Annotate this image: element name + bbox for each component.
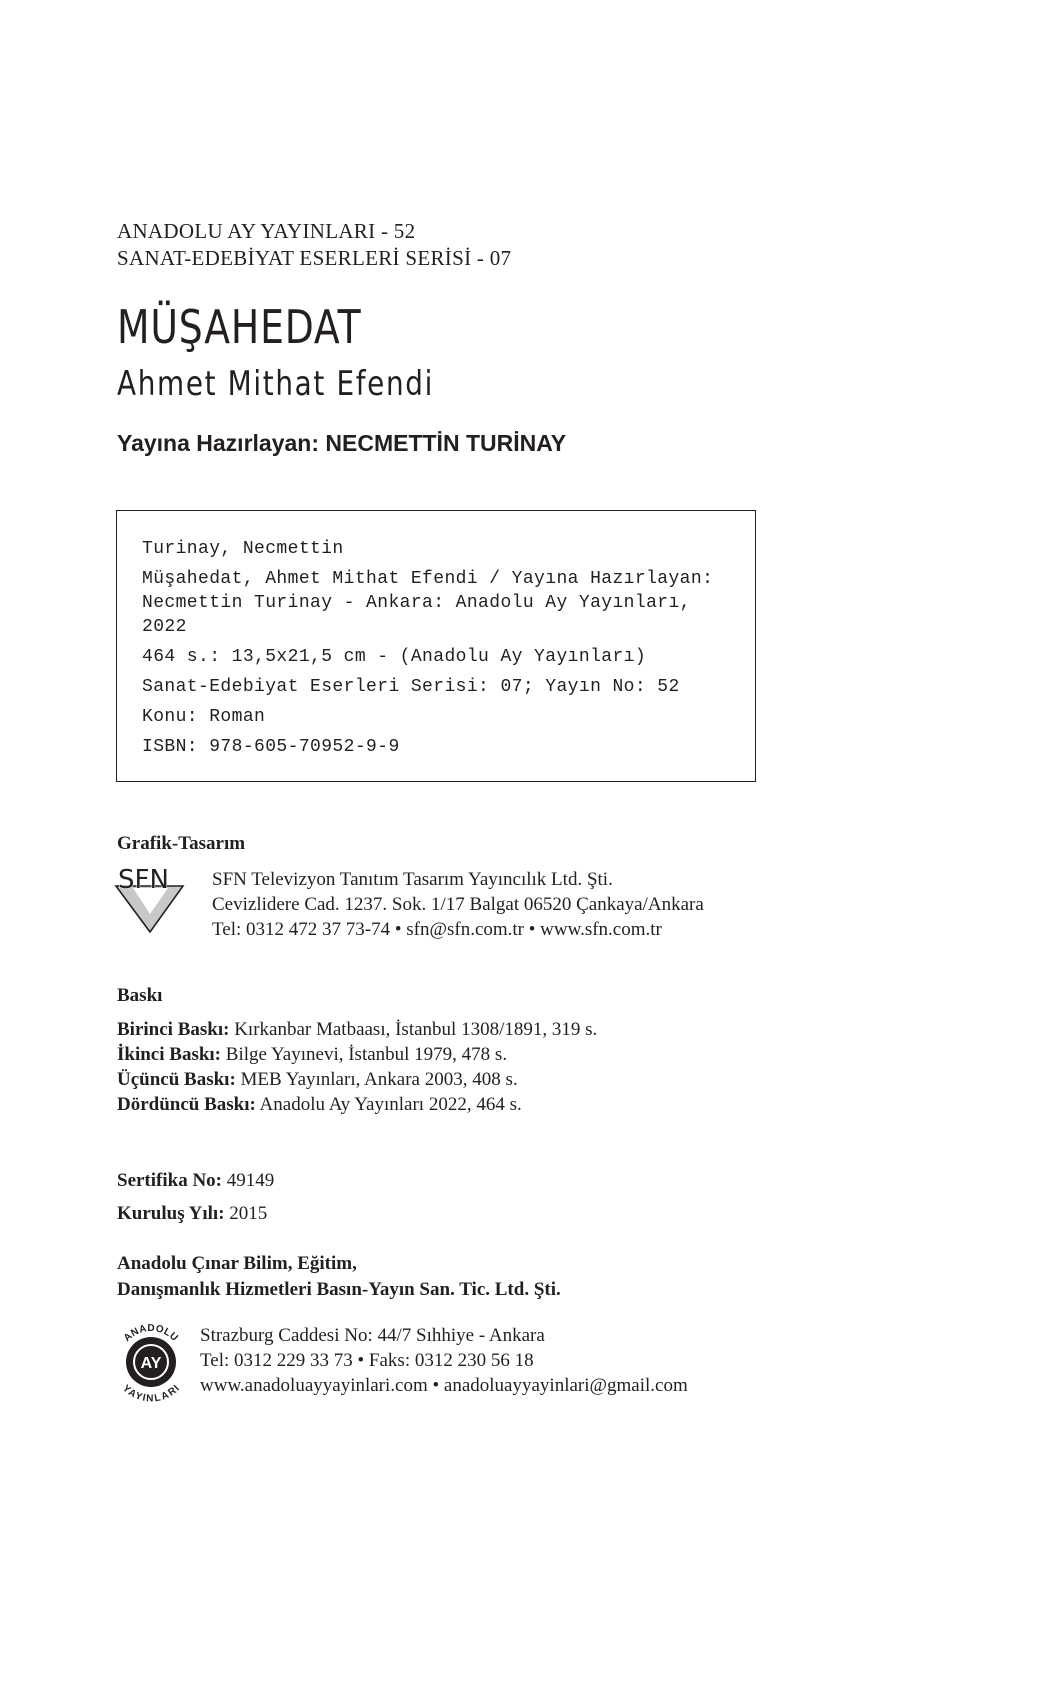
anadolu-ay-logo: [111, 1322, 191, 1402]
cip-line: 464 s.: 13,5x21,5 cm - (Anadolu Ay Yayınları): [142, 647, 647, 667]
cip-line: Turinay, Necmettin: [142, 539, 344, 559]
publisher-phone: Tel: 0312 229 33 73 • Faks: 0312 230 56 18: [200, 1350, 534, 1371]
cip-line: Müşahedat, Ahmet Mithat Efendi / Yayına Hazırlayan:: [142, 569, 714, 589]
publisher-name-2: Danışmanlık Hizmetleri Basın-Yayın San. Tic. Ltd. Şti.: [117, 1279, 561, 1300]
founding-year: [117, 1201, 267, 1226]
editor-name: NECMETTİN TURİNAY: [325, 430, 567, 456]
edition-label: İkinci Baskı:: [117, 1044, 222, 1065]
edition-text: Kırkanbar Matbaası, İstanbul 1308/1891, 319 s.: [229, 1019, 598, 1040]
cataloging-box: [116, 510, 756, 782]
cip-line: Sanat-Edebiyat Eserleri Serisi: 07; Yayın No: 52: [142, 677, 680, 697]
book-author: Ahmet Mithat Efendi: [117, 364, 434, 404]
publisher-address: Strazburg Caddesi No: 44/7 Sıhhiye - Ankara: [200, 1325, 545, 1346]
series-line-2: SANAT-EDEBİYAT ESERLERİ SERİSİ - 07: [117, 246, 512, 270]
cert-label: Sertifika No:: [117, 1170, 223, 1191]
publisher-web: www.anadoluayyayinlari.com • anadoluayyayinlari@gmail.com: [200, 1375, 688, 1396]
design-company: SFN Televizyon Tanıtım Tasarım Yayıncılık Ltd. Şti.: [212, 869, 613, 890]
cert-value: 49149: [222, 1170, 275, 1191]
edition-label: Birinci Baskı:: [117, 1019, 230, 1040]
edition-label: Dördüncü Baskı:: [117, 1094, 256, 1115]
logo-bottom-text: YAYINLARI: [120, 1383, 183, 1402]
design-contact: Tel: 0312 472 37 73-74 • sfn@sfn.com.tr • www.sfn.com.tr: [212, 919, 662, 940]
cip-line: Konu: Roman: [142, 707, 266, 727]
edition-3: [117, 1067, 518, 1092]
edition-text: Bilge Yayınevi, İstanbul 1979, 478 s.: [221, 1044, 508, 1065]
design-address: Cevizlidere Cad. 1237. Sok. 1/17 Balgat 06520 Çankaya/Ankara: [212, 894, 704, 915]
logo-center-text: AY: [140, 1355, 162, 1372]
cip-line: Necmettin Turinay - Ankara: Anadolu Ay Yayınları,: [142, 593, 691, 613]
edition-text: MEB Yayınları, Ankara 2003, 408 s.: [235, 1069, 518, 1090]
edition-label: Üçüncü Baskı:: [117, 1069, 236, 1090]
design-heading: Grafik-Tasarım: [117, 833, 246, 854]
series-line-1: ANADOLU AY YAYINLARI - 52: [117, 219, 416, 243]
editor-line: [117, 430, 566, 457]
certificate-no: [117, 1168, 274, 1193]
edition-2: [117, 1042, 507, 1067]
sfn-logo-text: SFN: [118, 866, 169, 895]
edition-text: Anadolu Ay Yayınları 2022, 464 s.: [255, 1094, 522, 1115]
year-label: Kuruluş Yılı:: [117, 1203, 225, 1224]
edition-4: [117, 1092, 522, 1117]
logo-top-text: ANADOLU: [121, 1322, 181, 1344]
publisher-name-1: Anadolu Çınar Bilim, Eğitim,: [117, 1253, 357, 1274]
book-title: MÜŞAHEDAT: [117, 300, 362, 354]
editor-label: Yayına Hazırlayan:: [117, 430, 326, 456]
cip-line: 2022: [142, 617, 187, 637]
edition-1: [117, 1017, 597, 1042]
cip-isbn: ISBN: 978-605-70952-9-9: [142, 737, 400, 757]
print-heading: Baskı: [117, 985, 163, 1006]
sfn-logo: [113, 866, 203, 936]
year-value: 2015: [224, 1203, 268, 1224]
